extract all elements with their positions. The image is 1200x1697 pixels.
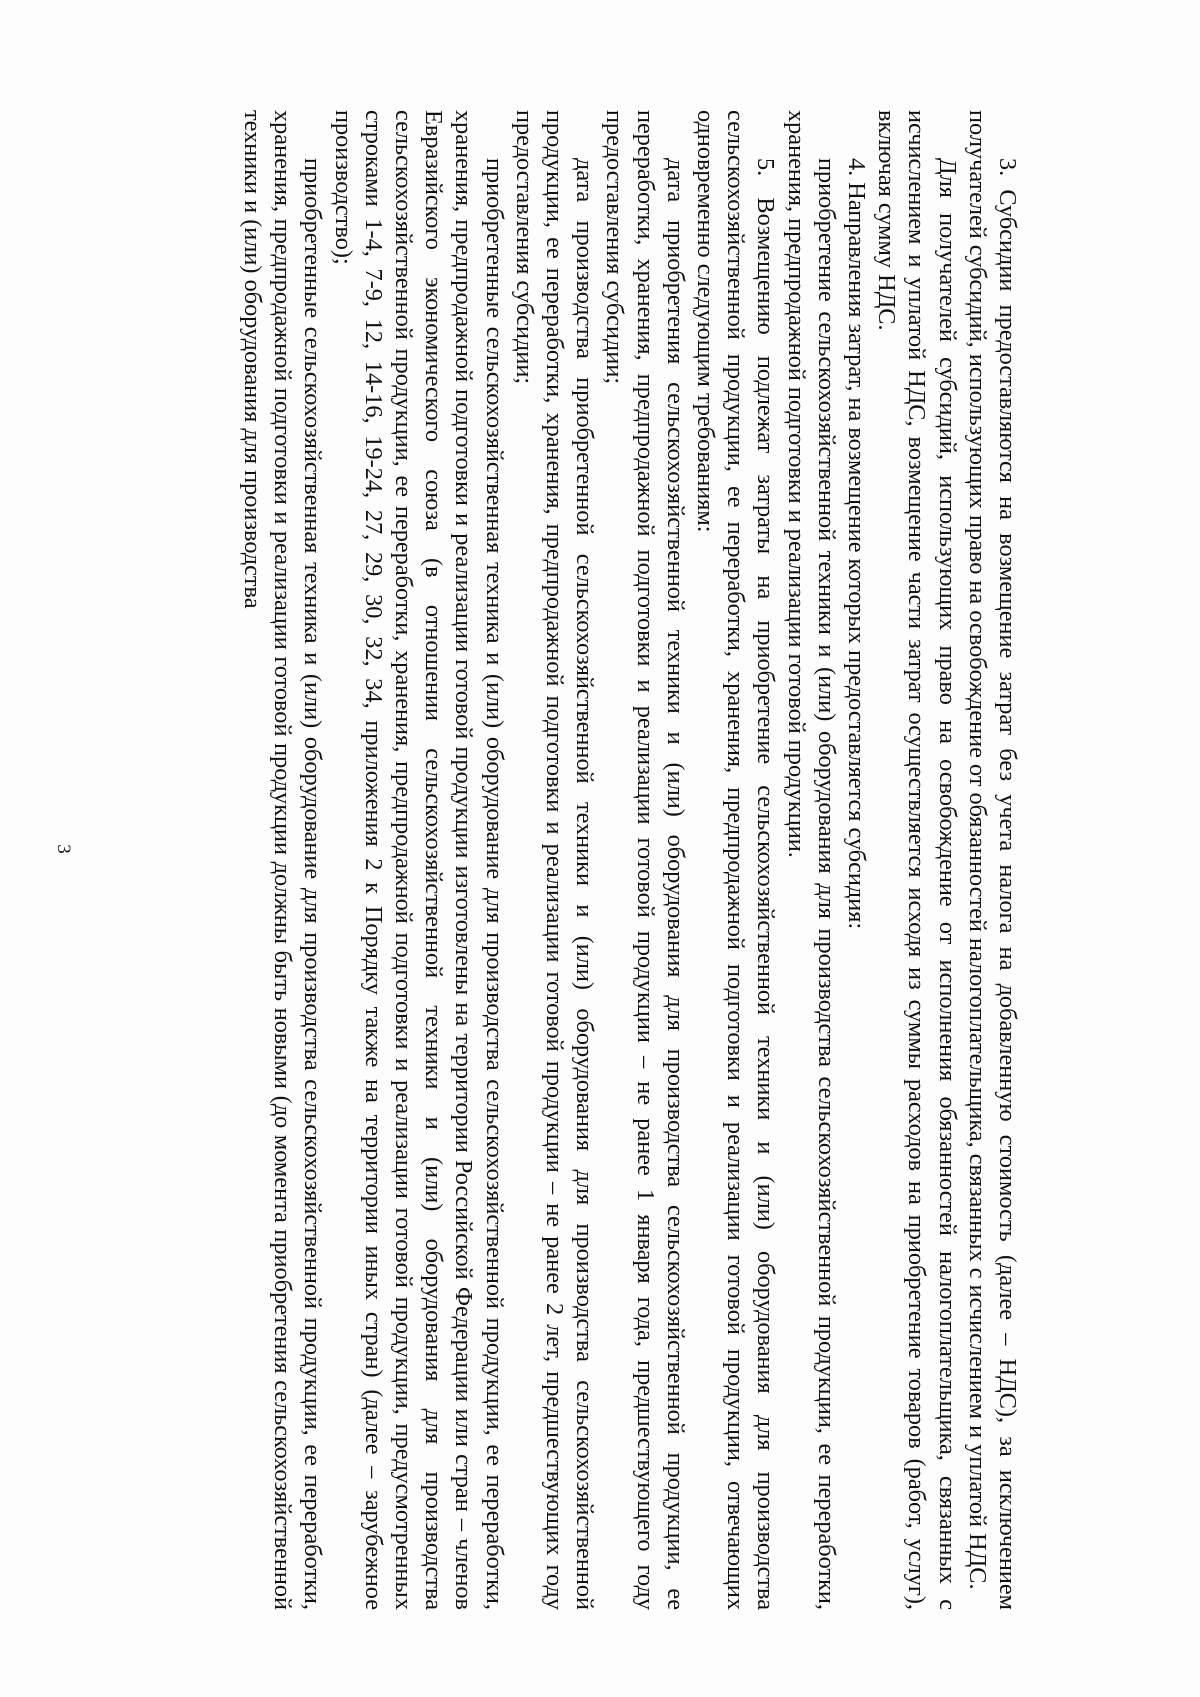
paragraph-9: приобретенные сельскохозяйственная техника и (или) оборудование для производства сельскохозяйственной продукции, ее переработки, хранения, предпродажной подготовки и реализации готовой продукции должны быть новыми (до момента приобретения сельскохозяйственной техники и (или) оборудования для производства: [238, 110, 327, 1610]
paragraph-3: 4. Направления затрат, на возмещение которых предоставляется субсидия:: [842, 158, 870, 930]
paragraph-2: Для получателей субсидий, использующих право на освобождение от исполнения обязанностей налогоплательщика, связанных с исчислением и уплатой НДС, возмещение части затрат осуществляется исходя из суммы расходов на приобретение товаров (работ, услуг), включая сумму НДС.: [873, 110, 961, 1610]
paragraph-5: 5. Возмещению подлежат затраты на приобретение сельскохозяйственной техники и (или) оборудования для производства сельскохозяйственной продукции, ее переработки, хранения, предпродажной подготовки и реализации готовой продукции, отвечающих одновременно следующим требованиям:: [691, 110, 780, 1610]
page-number: 3: [52, 844, 74, 854]
paragraph-8: приобретенные сельскохозяйственная техника и (или) оборудование для производства сельскохозяйственной продукции, ее переработки, хранения, предпродажной подготовки и реализации готовой продукции изготовлены на территории Российской Федерации или стран – членов Евразийского экономического союза (в отношении сельскохозяйственной техники и (или) оборудования для производства сельскохозяйственной продукции, ее переработки, хранения, предпродажной подготовки и реализации готовой продукции, предусмотренных строками 1-4, 7-9, 12, 14-16, 19-24, 27, 29, 30, 32, 34, приложения 2 к Порядку также на территории иных стран) (далее – зарубежное производство);: [329, 110, 508, 1610]
paragraph-7: дата производства приобретенной сельскохозяйственной техники и (или) оборудования для производства сельскохозяйственной продукции, ее переработки, хранения, предпродажной подготовки и реализации готовой продукции – не ранее 2 лет, предшествующих году предоставления субсидии;: [510, 110, 599, 1610]
paragraph-4: приобретение сельскохозяйственной техники и (или) оборудования для производства сельскохозяйственной продукции, ее переработки, хранения, предпродажной подготовки и реализации готовой продукции.: [782, 110, 840, 1610]
paragraph-6: дата приобретения сельскохозяйственной техники и (или) оборудования для производства сельскохозяйственной продукции, ее переработки, хранения, предпродажной подготовки и реализации готовой продукции – не ранее 1 января года, предшествующего году предоставления субсидии;: [601, 110, 689, 1610]
paragraph-1: 3. Субсидии предоставляются на возмещение затрат без учета налога на добавленную стоимость (далее – НДС), за исключением получателей субсидий, использующих право на освобождение от обязанностей налогоплательщика, связанных с исчислением и уплатой НДС.: [963, 110, 1021, 1610]
document-body: [237, 110, 1022, 1610]
